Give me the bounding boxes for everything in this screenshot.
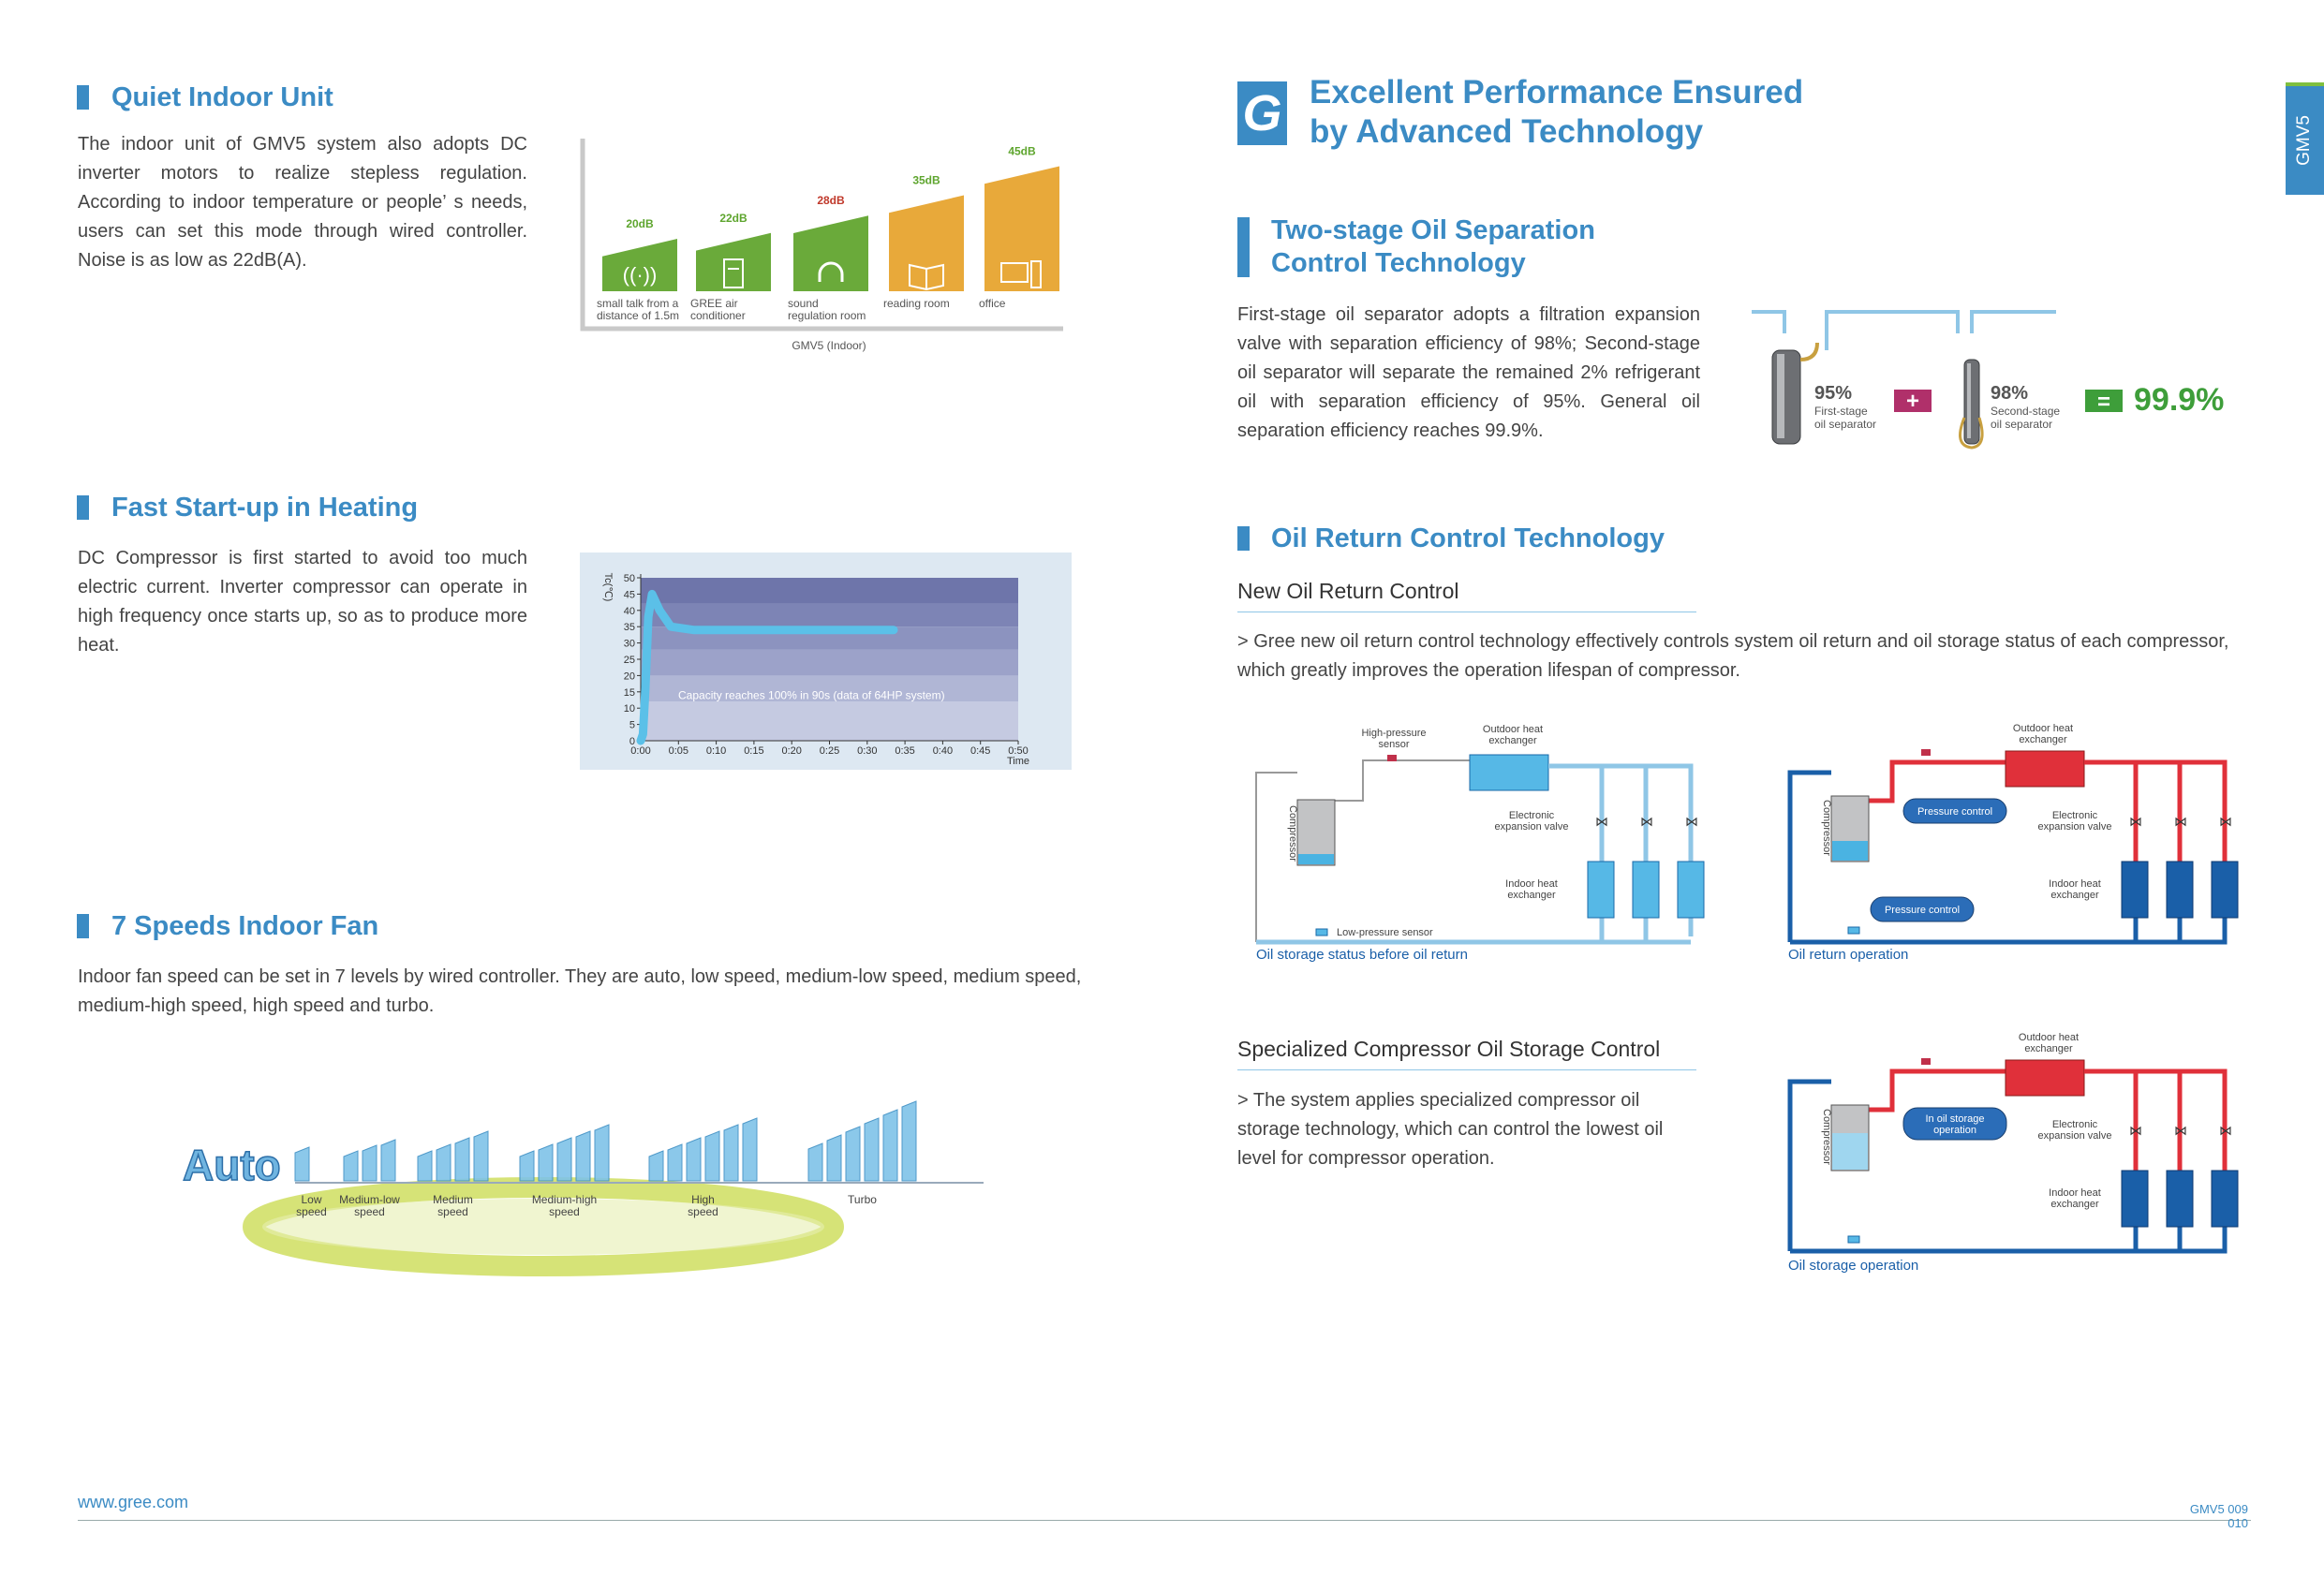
x-tick-label: 0:50 <box>1008 745 1029 757</box>
pipe <box>1972 312 2056 333</box>
speed-bar <box>808 1143 822 1181</box>
noise-value-label: 28dB <box>817 194 845 208</box>
high-pressure-label: High-pressure sensor <box>1361 728 1427 750</box>
separator-highlight <box>1967 363 1971 438</box>
speed-label: Medium-high speed <box>531 1193 598 1218</box>
speed-label: Medium speed <box>433 1193 473 1218</box>
noise-value-label: 20dB <box>626 217 654 230</box>
side-tab <box>2286 82 2324 195</box>
outdoor-hx-label: Outdoor heat exchanger <box>2018 1032 2080 1054</box>
pipe <box>1848 762 2006 801</box>
low-pressure-sensor-icon <box>1848 1236 1859 1243</box>
diagram-caption: Oil storage operation <box>1788 1258 1919 1274</box>
valve-icon: ⋈ <box>1640 814 1653 829</box>
speed-bar <box>705 1131 719 1181</box>
noise-category-label: sound regulation room <box>788 297 866 322</box>
speed-bar <box>363 1145 377 1181</box>
eev-label: Electronic expansion valve <box>2037 1119 2112 1142</box>
low-pressure-sensor-icon <box>1316 929 1327 936</box>
speed-bar <box>295 1147 309 1181</box>
oil-storage-before-diagram <box>1251 721 1719 969</box>
valve-icon: ⋈ <box>1595 814 1608 829</box>
fan-speed-text: Indoor fan speed can be set in 7 levels by wired controller. They are auto, low speed, medium-low speed, medium speed, medium-high speed, high speed and turbo. <box>78 966 1082 1016</box>
title-marker <box>77 85 89 110</box>
y-tick-label: 10 <box>623 703 635 715</box>
chart-band <box>641 578 1018 604</box>
valve-icon: ⋈ <box>2174 1123 2187 1138</box>
second-stage-separator <box>1964 360 1979 444</box>
x-tick-label: 0:40 <box>932 745 954 757</box>
speed-bar <box>539 1144 553 1181</box>
indoor-heat-exchanger <box>1678 862 1704 918</box>
pipe <box>1848 1071 2006 1110</box>
new-oil-return-subtitle: New Oil Return Control <box>1237 579 1696 612</box>
fast-startup-text: DC Compressor is first started to avoid too much electric current. Inverter compressor can operate in high frequency once starts up, so as to produce more heat. <box>78 548 527 656</box>
pipe <box>1790 773 1831 942</box>
indoor-hx-label: Indoor heat exchanger <box>2049 878 2101 901</box>
compressor-oil-level <box>1832 1133 1868 1170</box>
valve-icon: ⋈ <box>1685 814 1698 829</box>
heating-chart <box>580 553 1072 770</box>
fast-startup-title: Fast Start-up in Heating <box>111 493 418 523</box>
y-tick-label: 5 <box>629 719 635 731</box>
pipe <box>2084 762 2225 871</box>
oil-separator-diagram <box>1742 305 2248 455</box>
speed-ellipse-fill <box>262 1199 824 1255</box>
high-pressure-sensor-icon <box>1387 755 1397 761</box>
x-tick-label: 0:30 <box>857 745 878 757</box>
y-tick-label: 15 <box>623 686 635 699</box>
speed-bar <box>724 1125 738 1181</box>
valve-icon: ⋈ <box>2129 1123 2142 1138</box>
outdoor-heat-exchanger <box>2006 751 2084 787</box>
noise-chart <box>576 131 1063 365</box>
y-tick-label: 30 <box>623 638 635 650</box>
noise-category-label: GREE air conditioner <box>690 297 746 322</box>
page-number: GMV5 009 010 <box>2189 1502 2248 1530</box>
compressor-oil-level <box>1832 841 1868 861</box>
side-tab-label: GMV5 <box>2294 115 2314 166</box>
indoor-heat-exchanger <box>2212 862 2238 918</box>
speed-bar <box>344 1151 358 1181</box>
total-efficiency: 99.9% <box>2134 382 2225 418</box>
indoor-heat-exchanger <box>2167 1171 2193 1227</box>
diagram-caption: Oil return operation <box>1788 947 1909 963</box>
page-title: Excellent Performance Ensured by Advanced Technology <box>1310 74 1804 150</box>
valve-icon: ⋈ <box>2174 814 2187 829</box>
fan-speed-diagram <box>169 1086 1012 1283</box>
speed-bar <box>455 1138 469 1181</box>
low-pressure-label: Low-pressure sensor <box>1337 927 1433 938</box>
chart-band <box>641 604 1018 626</box>
separator-highlight <box>1777 354 1784 438</box>
quiet-indoor-unit-title: Quiet Indoor Unit <box>111 82 333 113</box>
speed-bar <box>668 1144 682 1181</box>
title-marker <box>77 495 89 520</box>
x-tick-label: 0:35 <box>895 745 915 757</box>
pressure-control-label: Pressure control <box>1917 806 1993 818</box>
title-marker <box>1237 217 1250 277</box>
speed-bar <box>687 1138 701 1181</box>
compressor-label: Compressor <box>1821 800 1832 856</box>
pipe <box>1827 312 1958 350</box>
noise-bar <box>793 215 868 291</box>
first-stage-label: First-stage oil separator <box>1814 405 1877 431</box>
oil-separation-title: Two-stage Oil Separation Control Technology <box>1271 214 1595 280</box>
compressor-label: Compressor <box>1821 1109 1832 1165</box>
first-stage-separator <box>1772 350 1800 444</box>
copper-pipe <box>1800 343 1817 360</box>
y-tick-label: 0 <box>629 736 635 747</box>
side-tab-accent <box>2286 82 2324 86</box>
pressure-control-label: Pressure control <box>1884 905 1961 916</box>
noise-category-label: office <box>979 297 1006 310</box>
speed-bar <box>595 1125 609 1181</box>
low-pressure-sensor-icon <box>1848 927 1859 934</box>
oil-storage-text: > The system applies specialized compressor oil storage technology, which can control the lowest oil level for compressor operation. <box>1237 1090 1664 1169</box>
title-marker <box>1237 526 1250 551</box>
fan-speed-title: 7 Speeds Indoor Fan <box>111 911 378 942</box>
indoor-heat-exchanger <box>2122 862 2148 918</box>
noise-chart-caption: GMV5 (Indoor) <box>792 339 866 352</box>
y-tick-label: 40 <box>623 605 635 617</box>
y-tick-label: 35 <box>623 622 635 634</box>
oil-storage-operation-diagram <box>1784 1030 2262 1278</box>
first-stage-percent: 95% <box>1814 383 1853 404</box>
outdoor-heat-exchanger <box>1470 755 1548 790</box>
eev-label: Electronic expansion valve <box>2037 810 2112 833</box>
y-axis-label: Tc(℃) <box>602 572 614 602</box>
y-tick-label: 50 <box>623 573 635 584</box>
speed-bar <box>381 1140 395 1181</box>
plus-symbol: + <box>1905 389 1920 414</box>
oil-storage-badge-label: In oil storage operation <box>1925 1113 1985 1136</box>
noise-category-label: small talk from a distance of 1.5m <box>597 297 680 322</box>
brand-logo: G <box>1237 81 1287 145</box>
y-tick-label: 25 <box>623 655 635 666</box>
x-tick-label: 0:00 <box>630 745 651 757</box>
noise-value-label: 22dB <box>719 211 748 225</box>
speed-bar <box>520 1151 534 1181</box>
speed-label: Turbo <box>848 1193 877 1206</box>
speed-bar <box>865 1118 879 1181</box>
speed-bar <box>437 1144 451 1181</box>
pipe <box>1548 766 1691 936</box>
x-tick-label: 0:10 <box>705 745 727 757</box>
high-pressure-sensor-icon <box>1921 749 1931 756</box>
indoor-heat-exchanger <box>2167 862 2193 918</box>
speed-bar <box>649 1151 663 1181</box>
pipe <box>1752 312 1784 333</box>
speed-label: High speed <box>688 1193 718 1218</box>
indoor-heat-exchanger <box>2212 1171 2238 1227</box>
speed-bar <box>827 1135 841 1181</box>
chart-band <box>641 701 1018 741</box>
footer-url[interactable]: www.gree.com <box>78 1493 189 1511</box>
outdoor-heat-exchanger <box>2006 1060 2084 1096</box>
speed-label: Low speed <box>296 1193 327 1218</box>
diagram-caption: Oil storage status before oil return <box>1256 947 1468 963</box>
valve-icon: ⋈ <box>2219 1123 2232 1138</box>
speed-bar <box>557 1138 571 1181</box>
new-oil-return-text: > Gree new oil return control technology effectively controls system oil return and oil storage status of each compressor, which greatly improves the operation lifespan of compressor. <box>1237 631 2229 681</box>
speed-label: Medium-low speed <box>339 1193 400 1218</box>
x-tick-label: 0:45 <box>970 745 991 757</box>
noise-bar <box>696 233 771 291</box>
compressor-oil-level <box>1298 854 1334 864</box>
indoor-heat-exchanger <box>2122 1171 2148 1227</box>
compressor-label: Compressor <box>1287 805 1298 862</box>
indoor-heat-exchanger <box>1588 862 1614 918</box>
chart-band <box>641 650 1018 676</box>
capacity-annotation: Capacity reaches 100% in 90s (data of 64HP system) <box>678 688 945 702</box>
speed-bar <box>883 1110 897 1181</box>
equals-symbol: = <box>2096 390 2111 415</box>
pipe <box>1790 1082 1831 1251</box>
noise-value-label: 35dB <box>912 173 940 187</box>
quiet-indoor-unit-text: The indoor unit of GMV5 system also adopts DC inverter motors to realize stepless regulation. According to indoor temperature or people’ s needs, users can set this mode through wired controller. Noise is as low as 22dB(A). <box>78 134 527 271</box>
pipe <box>2084 1071 2225 1180</box>
footer-rule <box>78 1520 2251 1521</box>
speed-bar <box>418 1151 432 1181</box>
title-marker <box>77 914 89 938</box>
oil-return-title: Oil Return Control Technology <box>1271 523 1665 554</box>
second-stage-percent: 98% <box>1991 383 2029 404</box>
speed-bar <box>576 1131 590 1181</box>
pipe <box>1314 760 1472 801</box>
sound-waves-icon <box>623 263 658 287</box>
outdoor-hx-label: Outdoor heat exchanger <box>1482 724 1544 746</box>
indoor-hx-label: Indoor heat exchanger <box>2049 1187 2101 1210</box>
outdoor-hx-label: Outdoor heat exchanger <box>2012 723 2074 745</box>
speed-bar <box>902 1101 916 1181</box>
high-pressure-sensor-icon <box>1921 1058 1931 1065</box>
noise-category-label: reading room <box>883 297 950 310</box>
speed-bar <box>743 1118 757 1181</box>
valve-icon: ⋈ <box>2219 814 2232 829</box>
valve-icon: ⋈ <box>2129 814 2142 829</box>
second-stage-label: Second-stage oil separator <box>1991 405 2061 431</box>
x-tick-label: 0:20 <box>781 745 802 757</box>
indoor-hx-label: Indoor heat exchanger <box>1505 878 1558 901</box>
auto-label: Auto <box>183 1141 281 1189</box>
eev-label: Electronic expansion valve <box>1494 810 1569 833</box>
x-tick-label: 0:15 <box>744 745 764 757</box>
oil-separation-text: First-stage oil separator adopts a filtration expansion valve with separation efficiency of 98%; Second-stage oil separator will separate the remained 2% refrigerant oil with separation efficiency of 95%. General oil separation efficiency reaches 99.9%. <box>1237 304 1700 441</box>
y-tick-label: 20 <box>623 671 635 683</box>
speed-bar <box>474 1131 488 1181</box>
x-axis-label: Time <box>1006 756 1030 767</box>
indoor-heat-exchanger <box>1633 862 1659 918</box>
svg-text:((·)): ((·)) <box>622 263 658 287</box>
speed-bar <box>846 1127 860 1181</box>
x-tick-label: 0:25 <box>819 745 840 757</box>
noise-value-label: 45dB <box>1008 144 1036 158</box>
oil-storage-subtitle: Specialized Compressor Oil Storage Control <box>1237 1037 1696 1070</box>
x-tick-label: 0:05 <box>668 745 689 757</box>
oil-return-operation-diagram <box>1784 721 2262 969</box>
y-tick-label: 45 <box>623 589 635 601</box>
noise-bar <box>984 167 1059 292</box>
